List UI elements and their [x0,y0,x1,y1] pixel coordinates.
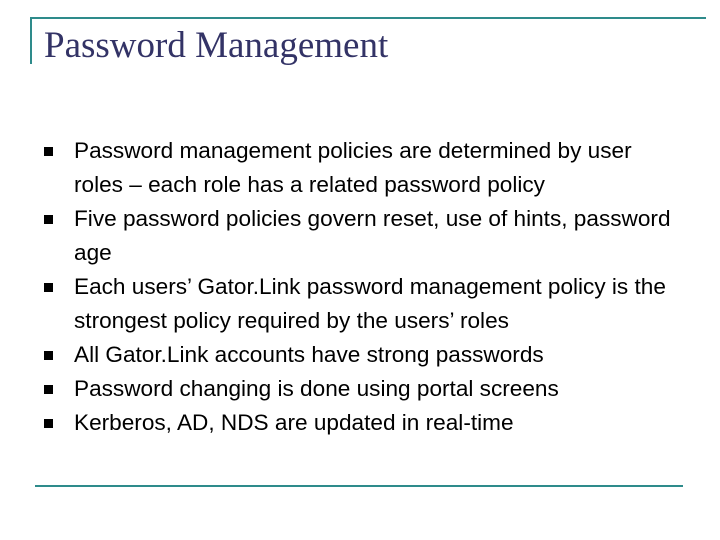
bullet-text: Password changing is done using portal screens [74,376,559,401]
bullet-text: Kerberos, AD, NDS are updated in real-time [74,410,514,435]
bullet-text: Password management policies are determined by user roles – each role has a related password policy [74,138,632,197]
bullet-item [44,134,684,202]
square-bullet-icon [44,351,53,360]
bullet-item [44,406,684,440]
bullet-list [44,134,684,440]
bullet-text: All Gator.Link accounts have strong passwords [74,342,544,367]
square-bullet-icon [44,215,53,224]
bullet-text: Five password policies govern reset, use of hints, password age [74,206,671,265]
title-top-rule [30,17,706,19]
bullet-item [44,338,684,372]
slide-title: Password Management [44,25,389,66]
square-bullet-icon [44,385,53,394]
footer-rule [35,485,683,487]
title-left-rule [30,17,32,64]
square-bullet-icon [44,147,53,156]
bullet-item [44,202,684,270]
bullet-item [44,270,684,338]
square-bullet-icon [44,419,53,428]
square-bullet-icon [44,283,53,292]
bullet-item [44,372,684,406]
bullet-text: Each users’ Gator.Link password management policy is the strongest policy required by the users’ roles [74,274,666,333]
